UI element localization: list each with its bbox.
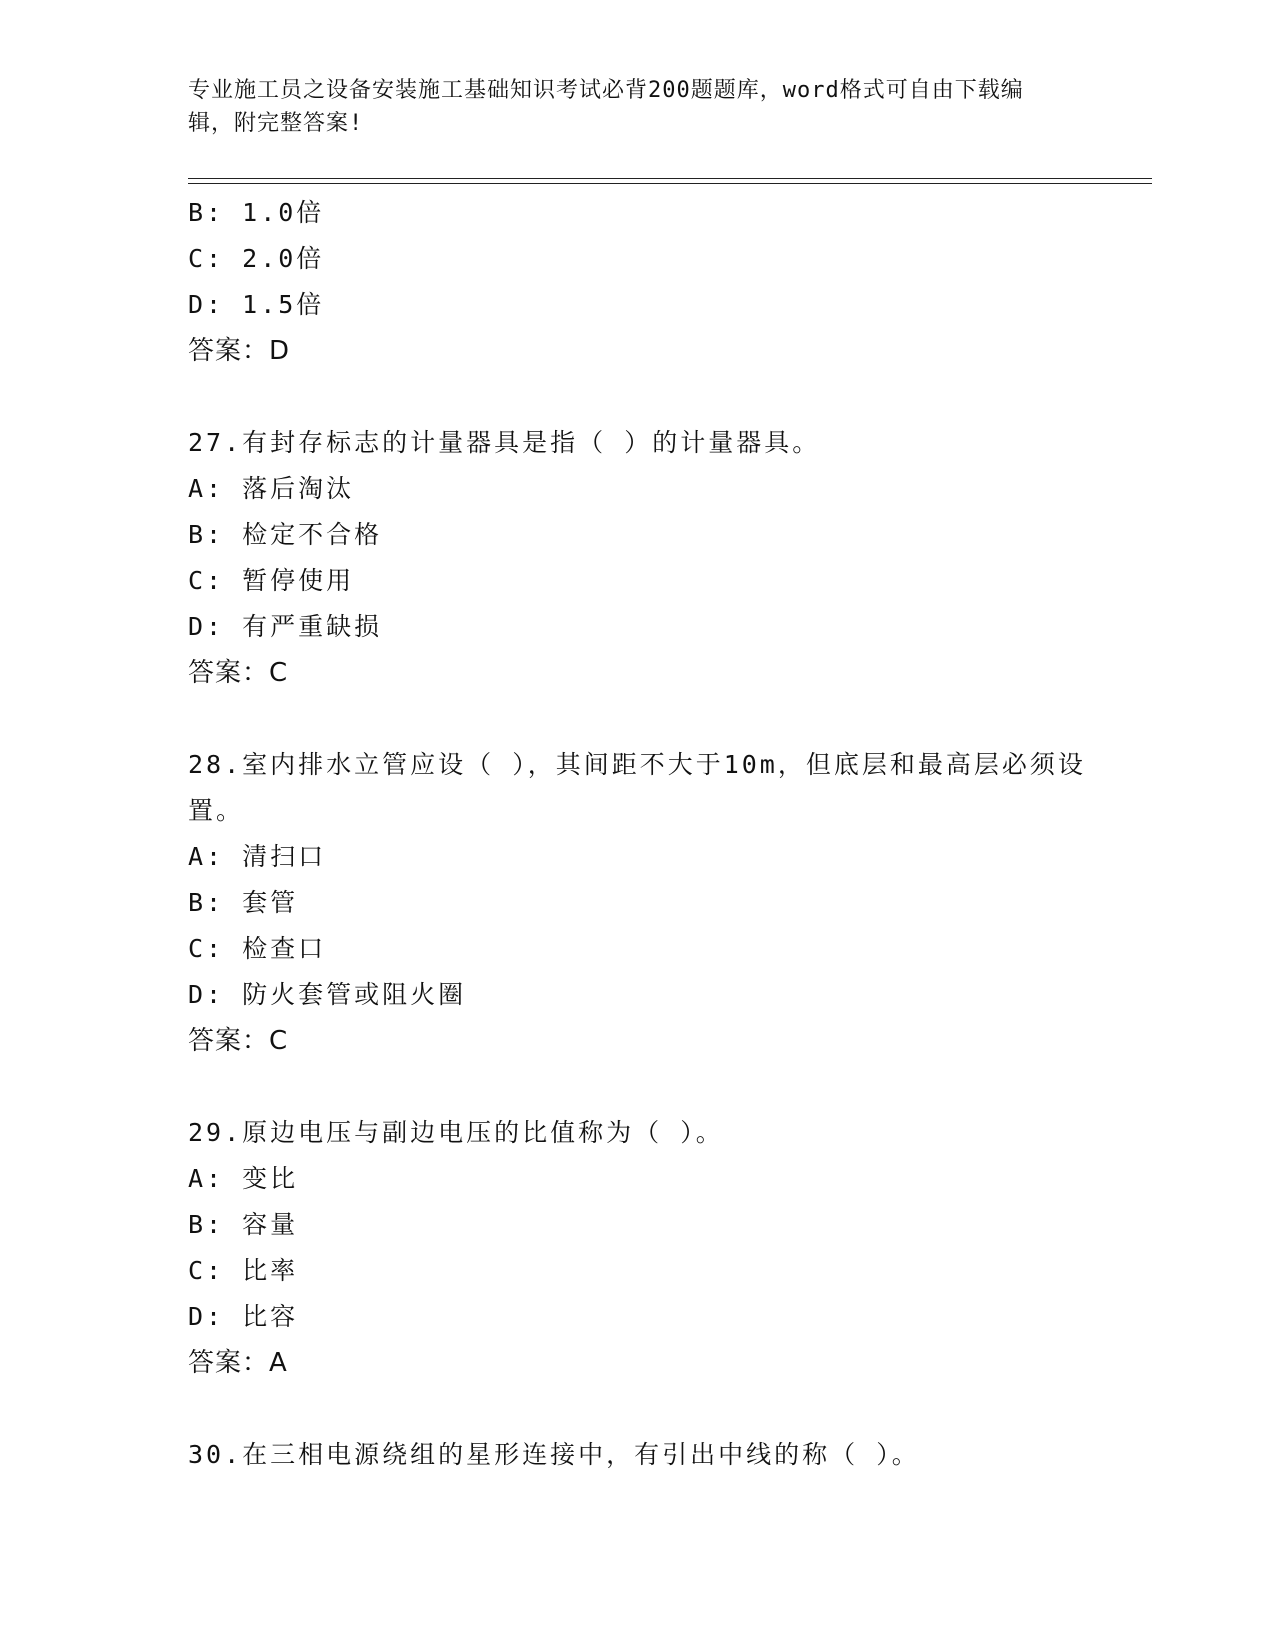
option-c: C: 2.0倍 (188, 244, 325, 273)
option-c: C: 暂停使用 (188, 566, 355, 595)
question-fragment (188, 190, 1088, 374)
option-b: B: 1.0倍 (188, 198, 325, 227)
option-d: D: 有严重缺损 (188, 612, 383, 641)
option-c: C: 检查口 (188, 934, 327, 963)
option-b: B: 套管 (188, 888, 299, 917)
option-a: A: 落后淘汰 (188, 474, 355, 503)
answer: 答案：C (188, 1026, 289, 1056)
question-28 (188, 742, 1088, 1064)
question-list (188, 190, 1088, 1478)
header-divider-bottom (188, 183, 1152, 184)
question-27 (188, 420, 1088, 696)
answer: 答案：C (188, 658, 289, 688)
question-stem: 27.有封存标志的计量器具是指（ ）的计量器具。 (188, 428, 821, 457)
answer: 答案：A (188, 1348, 288, 1378)
option-d: D: 比容 (188, 1302, 299, 1331)
option-a: A: 清扫口 (188, 842, 327, 871)
question-stem: 29.原边电压与副边电压的比值称为（ ）。 (188, 1118, 724, 1147)
option-c: C: 比率 (188, 1256, 299, 1285)
option-a: A: 变比 (188, 1164, 299, 1193)
option-d: D: 1.5倍 (188, 290, 325, 319)
option-b: B: 容量 (188, 1210, 299, 1239)
answer: 答案：D (188, 336, 291, 366)
question-30 (188, 1432, 1088, 1478)
document-header: 专业施工员之设备安装施工基础知识考试必背200题题库，word格式可自由下载编辑，附完整答案! (188, 78, 1024, 136)
option-b: B: 检定不合格 (188, 520, 383, 549)
option-d: D: 防火套管或阻火圈 (188, 980, 467, 1009)
question-29 (188, 1110, 1088, 1386)
header-divider-top (188, 178, 1152, 179)
question-stem: 28.室内排水立管应设（ ），其间距不大于10m，但底层和最高层必须设置。 (188, 750, 1086, 825)
question-stem: 30.在三相电源绕组的星形连接中，有引出中线的称（ ）。 (188, 1440, 920, 1469)
